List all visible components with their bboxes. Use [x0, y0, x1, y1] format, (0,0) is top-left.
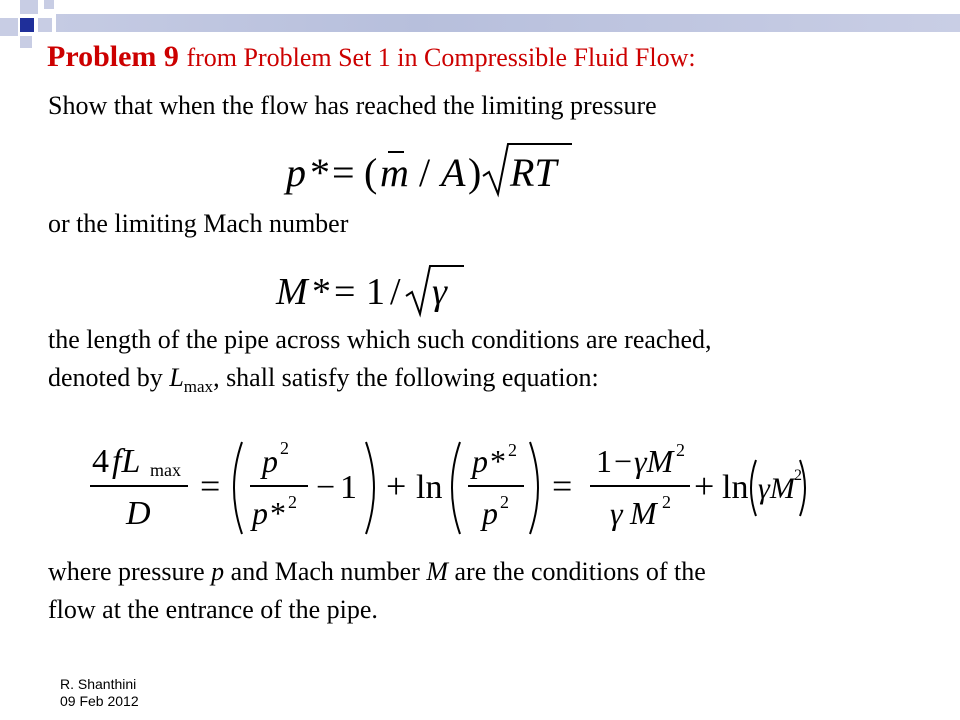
text-line-5-middle: and Mach number: [224, 557, 427, 586]
title-subtitle: from Problem Set 1 in Compressible Fluid Flow:: [186, 43, 696, 72]
svg-text:*: *: [490, 443, 506, 479]
svg-text:2: 2: [288, 492, 297, 512]
footer: [60, 676, 139, 710]
svg-text:γ: γ: [432, 271, 447, 313]
svg-text:/: /: [390, 271, 401, 313]
svg-text:2: 2: [280, 438, 289, 458]
text-line-5: [48, 554, 706, 589]
svg-text:ln: ln: [416, 469, 443, 506]
svg-text:+: +: [694, 466, 715, 506]
equation-lmax: [86, 430, 806, 540]
text-line-6: flow at the entrance of the pipe.: [48, 595, 378, 624]
svg-text:m: m: [380, 150, 409, 195]
svg-text:1: 1: [366, 271, 385, 313]
svg-text:p: p: [482, 495, 498, 531]
svg-text:*: *: [310, 150, 330, 195]
svg-text:4: 4: [92, 443, 109, 480]
svg-text:max: max: [150, 460, 181, 480]
equation-limiting-pressure: [280, 138, 580, 202]
svg-text:M: M: [276, 271, 308, 313]
svg-text:(: (: [364, 150, 378, 195]
svg-text:γM: γM: [634, 443, 674, 479]
lmax-symbol: L: [169, 363, 184, 392]
header-bar: [56, 14, 960, 32]
svg-text:p: p: [472, 443, 488, 479]
title-main: Problem 9: [47, 40, 179, 73]
svg-text:1: 1: [340, 469, 357, 506]
svg-text:1: 1: [596, 443, 612, 479]
text-line-3: the length of the pipe across which such conditions are reached,: [48, 325, 712, 354]
text-line-5-end: are the conditions of the: [448, 557, 706, 586]
svg-text:+: +: [386, 466, 407, 506]
svg-text:p: p: [252, 495, 268, 531]
text-line-5-start: where pressure: [48, 557, 212, 586]
svg-text:p: p: [286, 150, 306, 195]
svg-text:=: =: [332, 150, 355, 195]
svg-text:*: *: [312, 271, 331, 313]
footer-date: 09 Feb 2012: [60, 693, 139, 709]
svg-text:): ): [468, 150, 482, 195]
svg-text:2: 2: [508, 440, 517, 460]
svg-text:M: M: [630, 495, 657, 531]
svg-text:2: 2: [662, 492, 671, 512]
footer-author: R. Shanthini: [60, 676, 137, 692]
text-line-1: Show that when the flow has reached the limiting pressure: [48, 91, 657, 120]
svg-text:2: 2: [676, 440, 685, 460]
text-line-4-start: denoted by: [48, 363, 170, 392]
svg-text:D: D: [126, 495, 151, 532]
svg-text:2: 2: [794, 467, 802, 484]
svg-text:*: *: [270, 495, 286, 531]
svg-text:A: A: [441, 150, 466, 195]
svg-text:γ: γ: [610, 495, 623, 531]
m-symbol: M: [426, 557, 448, 586]
text-line-2: or the limiting Mach number: [48, 209, 349, 238]
svg-text:2: 2: [500, 492, 509, 512]
svg-text:γM: γM: [758, 472, 795, 505]
svg-text:ln: ln: [722, 469, 749, 506]
svg-text:=: =: [200, 466, 221, 506]
svg-text:=: =: [552, 466, 573, 506]
svg-text:p: p: [262, 443, 278, 479]
p-symbol: p: [211, 557, 225, 586]
slide-title: [47, 40, 696, 74]
text-line-4: [48, 360, 599, 404]
lmax-subscript: max: [183, 377, 214, 397]
svg-text:fL: fL: [112, 443, 141, 480]
svg-text:−: −: [614, 443, 633, 479]
svg-text:RT: RT: [510, 150, 557, 195]
text-line-4-end: , shall satisfy the following equation:: [213, 363, 599, 392]
svg-text:/: /: [419, 150, 431, 195]
svg-text:−: −: [316, 469, 336, 506]
svg-text:=: =: [334, 271, 356, 313]
equation-limiting-mach: [272, 262, 472, 320]
